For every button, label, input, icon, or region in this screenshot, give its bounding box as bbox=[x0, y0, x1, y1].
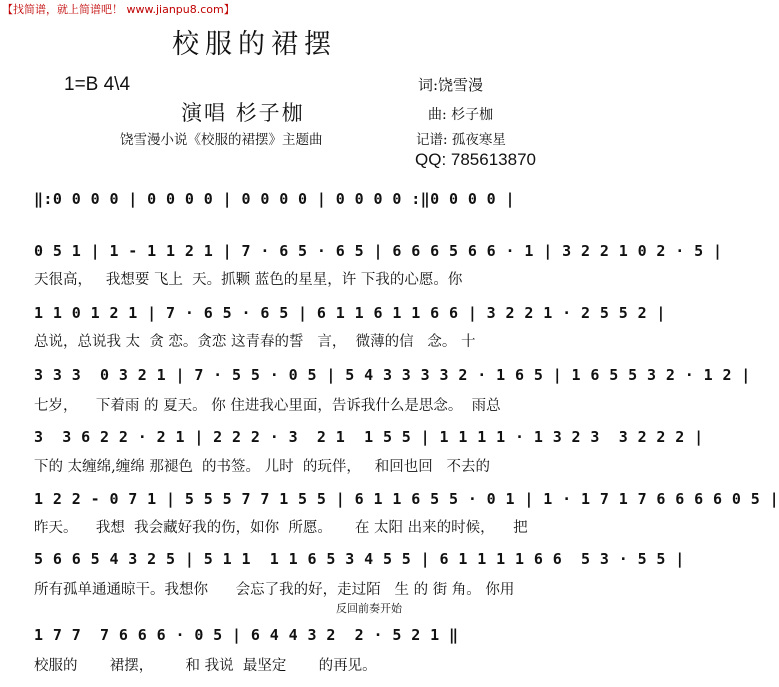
lyric-line-2: 总说，总说我 太 贪 恋。贪恋 这青春的誓 言， 微薄的信 念。 十 bbox=[34, 334, 476, 350]
singer: 演唱 杉子枷 bbox=[181, 101, 305, 125]
lyric-line-3: 七岁， 下着雨 的 夏天。 你 住进我心里面，告诉我什么是思念。 雨总 bbox=[34, 398, 501, 414]
site-banner: 【找简谱，就上简谱吧！ www.jianpu8.com】 bbox=[2, 3, 235, 16]
notation-line-7: 1 7 7 7 6 6 6 · 0 5 | 6 4 4 3 2 2 · 5 2 1 ‖ bbox=[34, 626, 459, 644]
repeat-annotation: 反回前奏开始 bbox=[336, 602, 402, 615]
notation-line-1: 0 5 1 | 1 - 1 1 2 1 | 7 · 6 5 · 6 5 | 6 6 6 5 6 6 · 1 | 3 2 2 1 0 2 · 5 | bbox=[34, 242, 723, 260]
lyricist: 词:饶雪漫 bbox=[418, 76, 484, 94]
transcriber: 记谱: 孤夜寒星 bbox=[416, 132, 506, 148]
notation-line-2: 1 1 0 1 2 1 | 7 · 6 5 · 6 5 | 6 1 1 6 1 1 6 6 | 3 2 2 1 · 2 5 5 2 | bbox=[34, 304, 666, 322]
key-signature: 1=B 4\4 bbox=[64, 74, 131, 95]
notation-line-6: 5 6 6 5 4 3 2 5 | 5 1 1 1 1 6 5 3 4 5 5 | 6 1 1 1 1 6 6 5 3 · 5 5 | bbox=[34, 550, 685, 568]
notation-line-4: 3 3 6 2 2 · 2 1 | 2 2 2 · 3 2 1 1 5 5 | 1 1 1 1 · 1 3 2 3 3 2 2 2 | bbox=[34, 428, 704, 446]
song-title: 校服的裙摆 bbox=[172, 29, 337, 60]
composer: 曲: 杉子枷 bbox=[428, 107, 494, 123]
song-source: 饶雪漫小说《校服的裙摆》主题曲 bbox=[120, 132, 323, 148]
notation-line-3: 3 3 3 0 3 2 1 | 7 · 5 5 · 0 5 | 5 4 3 3 3 3 2 · 1 6 5 | 1 6 5 5 3 2 · 1 2 | bbox=[34, 366, 751, 384]
lyric-line-7: 校服的 裙摆， 和 我说 最坚定 的再见。 bbox=[34, 658, 377, 674]
lyric-line-1: 天很高， 我想要 飞上 天。抓颗 蓝色的星星，许 下我的心愿。你 bbox=[34, 272, 463, 288]
qq-number: QQ: 785613870 bbox=[415, 150, 536, 169]
lyric-line-4: 下的 太缠绵,缠绵 那褪色 的书签。 儿时 的玩伴， 和回也回 不去的 bbox=[34, 459, 491, 475]
intro-notation: ‖:0 0 0 0 | 0 0 0 0 | 0 0 0 0 | 0 0 0 0 :‖0 0 0 0 | bbox=[34, 190, 515, 208]
lyric-line-6: 所有孤单通通晾干。我想你 会忘了我的好，走过陌 生 的 街 角。 你用 bbox=[34, 582, 515, 598]
notation-line-5: 1 2 2 - 0 7 1 | 5 5 5 7 7 1 5 5 | 6 1 1 6 5 5 · 0 1 | 1 · 1 7 1 7 6 6 6 6 0 5 | bbox=[34, 490, 779, 508]
lyric-line-5: 昨天。 我想 我会藏好我的伤，如你 所愿。 在 太阳 出来的时候， 把 bbox=[34, 520, 528, 536]
